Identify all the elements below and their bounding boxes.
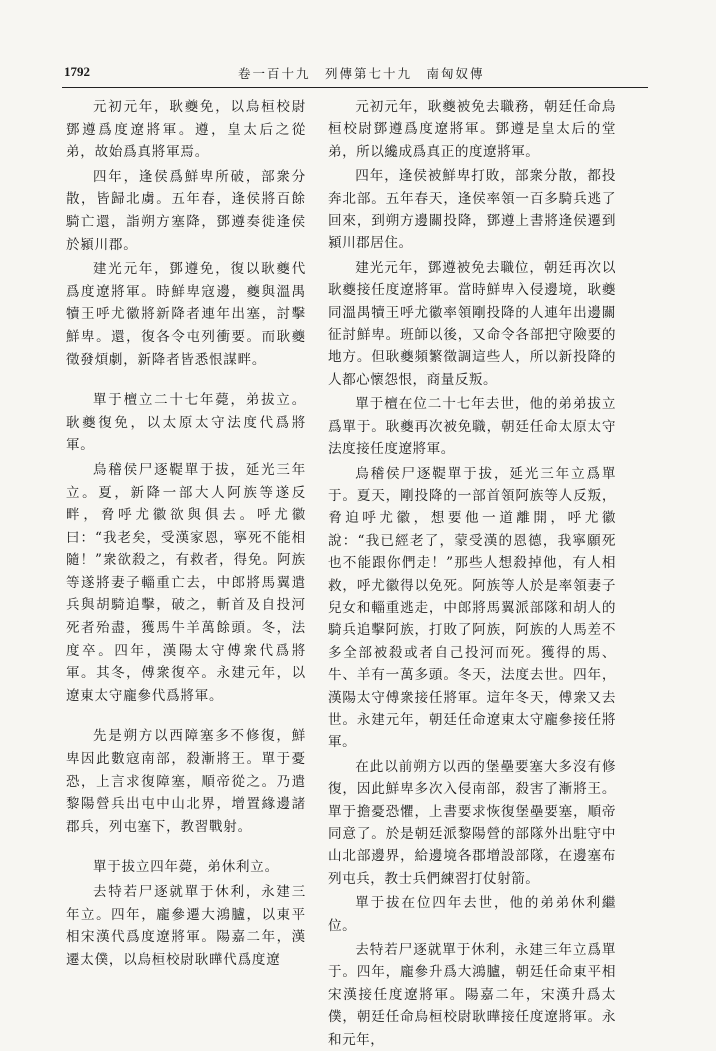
translation-paragraph: 四年，逢侯被鮮卑打敗，部衆分散，都投奔北部。五年春天，逢侯率領一百多騎兵逃了回來，到朔方邊關投降，鄧遵上書將逢侯遷到潁川郡居住。	[328, 168, 616, 252]
classical-paragraph: 四年，逢侯爲鮮卑所破，部衆分散，皆歸北虜。五年春，逢侯將百餘騎亡還，詣朔方塞降，鄧遵奏徙逢侯於潁川郡。	[66, 168, 306, 253]
classical-paragraph: 烏稽侯尸逐鞮單于拔，延光三年立。夏，新降一部大人阿族等遂反畔，脅呼尤徽欲與俱去。呼尤徽曰：“我老矣，受漢家恩，寧死不能相隨！”衆欲殺之，有救者，得免。阿族等遂將妻子輜重亡去，中郎將馬翼遣兵與胡騎追擊，破之，斬首及自投河死者殆盡，獲馬牛羊萬餘頭。冬，法度卒。四年，漢陽太守傅衆代爲將軍。其冬，傅衆復卒。永建元年，以遼東太守龐參代爲將軍。	[66, 461, 306, 704]
translation-paragraph: 在此以前朔方以西的堡壘要塞大多沒有修復，因此鮮卑多次入侵南部，殺害了漸將王。單于擔憂恐懼，上書要求恢復堡壘要塞，順帝同意了。於是朝廷派黎陽營的部隊外出駐守中山北部邊界，給邊境各郡增設部隊，在邊塞布列屯兵，教士兵們練習打仗射箭。	[328, 758, 616, 887]
header-rule	[62, 87, 648, 88]
translation-paragraph: 烏稽侯尸逐鞮單于拔，延光三年立爲單于。夏天，剛投降的一部首領阿族等人反叛，脅迫呼尤徽，想要他一道離開，呼尤徽說：“我已經老了，蒙受漢的恩德，我寧願死也不能跟你們走！”那些人想殺掉他，有人相救，呼尤徽得以免死。阿族等人於是率領妻子兒女和輜重逃走，中郎將馬翼派部隊和胡人的騎兵追擊阿族，打敗了阿族，阿族的人馬差不多全部被殺或者自己投河而死。獲得的馬、牛、羊有一萬多頭。冬天，法度去世。四年，漢陽太守傅衆接任將軍。這年冬天，傅衆又去世。永建元年，朝廷任命遼東太守龐參接任將軍。	[328, 465, 616, 751]
translation-paragraph: 單于拔在位四年去世，他的弟弟休利繼位。	[328, 895, 616, 934]
classical-paragraph: 建光元年，鄧遵免，復以耿夔代爲度遼將軍。時鮮卑寇邊，夔與溫禺犢王呼尤徽將新降者連年出塞，討擊鮮卑。還，復各令屯列衝要。而耿夔徵發煩劇，新降者皆悉恨謀畔。	[66, 261, 306, 368]
translation-paragraph: 去特若尸逐就單于休利，永建三年立爲單于。四年，龐參升爲大鴻臚，朝廷任命東平相宋漢接任度遼將軍。陽嘉二年，宋漢升爲太僕，朝廷任命烏桓校尉耿曄接任度遼將軍。永和元年，	[328, 942, 616, 1048]
translation-paragraph: 元初元年，耿夔被免去職務，朝廷任命烏桓校尉鄧遵爲度遼將軍。鄧遵是皇太后的堂弟，所以纔成爲真正的度遼將軍。	[328, 99, 616, 160]
classical-paragraph: 先是朔方以西障塞多不修復，鮮卑因此數寇南部，殺漸將王。單于憂恐，上言求復障塞，順帝從之。乃遣黎陽營兵出屯中山北界，增置緣邊諸郡兵，列屯塞下，教習戰射。	[66, 728, 306, 835]
running-head: 卷一百十九 列傳第七十九 南匈奴傳	[238, 66, 485, 81]
classical-paragraph: 單于檀立二十七年薨，弟拔立。耿夔復免，以太原太守法度代爲將軍。	[66, 392, 306, 454]
classical-paragraph: 元初元年，耿夔免，以烏桓校尉鄧遵爲度遼將軍。遵，皇太后之從弟，故始爲真將軍焉。	[66, 99, 306, 161]
classical-paragraph: 去特若尸逐就單于休利，永建三年立。四年，龐參遷大鴻臚，以東平相宋漢代爲度遼將軍。陽嘉二年，漢遷太僕，以烏桓校尉耿曄代爲度遼	[66, 884, 306, 968]
page-number: 1792	[64, 64, 90, 79]
classical-text-column	[66, 96, 306, 986]
modern-translation-column	[328, 96, 616, 1048]
translation-paragraph: 建光元年，鄧遵被免去職位，朝廷再次以耿夔接任度遼將軍。當時鮮卑入侵邊境，耿夔同溫禺犢王呼尤徽率領剛投降的人連年出邊關征討鮮卑。班師以後，又命令各部把守險要的地方。但耿夔頻繁徵調這些人，所以新投降的人都心懷怨恨，商量反叛。	[328, 259, 616, 388]
translation-paragraph: 單于檀在位二十七年去世，他的弟弟拔立爲單于。耿夔再次被免職，朝廷任命太原太守法度接任度遼將軍。	[328, 396, 616, 458]
classical-paragraph: 單于拔立四年薨，弟休利立。	[93, 859, 279, 876]
